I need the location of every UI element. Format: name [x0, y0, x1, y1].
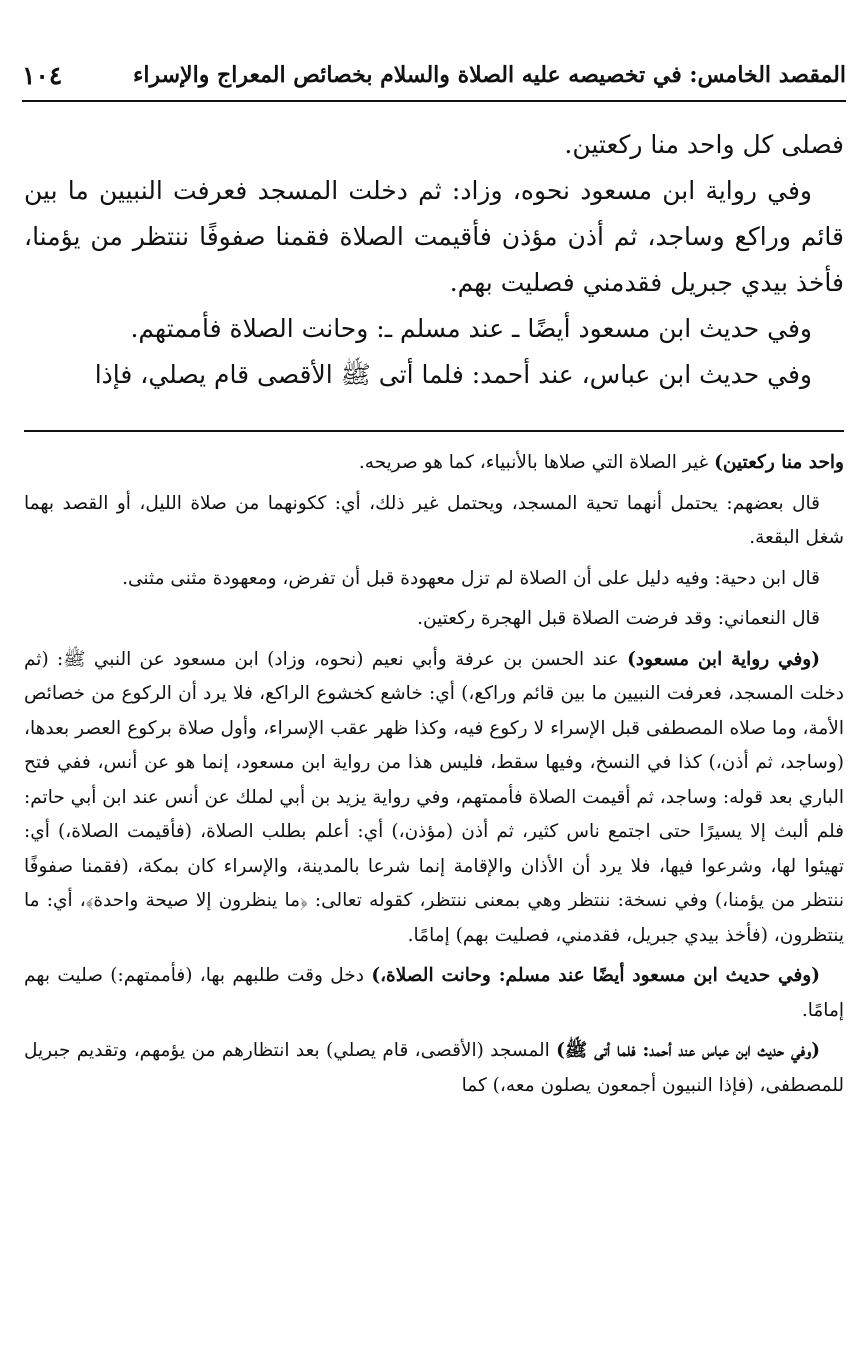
main-paragraph: فصلى كل واحد منا ركعتين.	[564, 130, 844, 159]
commentary-text: غير الصلاة التي صلاها بالأنبياء، كما هو صريحه.	[358, 452, 715, 473]
commentary-text: قال النعماني: وقد فرضت الصلاة قبل الهجرة ركعتين.	[417, 608, 820, 629]
commentary-text: دخل وقت طلبهم بها، (فأممتهم:) صليت بهم إمامًا.	[24, 965, 844, 1021]
commentary-text: عند الحسن بن عرفة وأبي نعيم (نحوه، وزاد) ابن مسعود عن النبي ﷺ: (ثم دخلت المسجد، فعرفت النبيين ما بين قائم وراكع،) أي: خاشع كخشوع الراكع، فلا يرد أن الركوع من خصائص الأمة، وما صلاه المصطفى قبل الإسراء لا ركوع فيه، وكذا ظهر عقب الإسراء، وأول صلاة بركوع العصر بعدها، (وساجد، ثم أذن،) كذا في النسخ، وفيها سقط، فليس هذا من رواية ابن مسعود، إنما هو عن أنس، ففي فتح الباري بعد قوله: وساجد، ثم أقيمت الصلاة فأممتهم، وفي رواية يزيد بن أبي لملك عن أنس عند ابن أبي حاتم: فلم ألبث إلا يسيرًا حتى اجتمع ناس كثير، ثم أذن (مؤذن،) أي: أعلم بطلب الصلاة، (فأقيمت الصلاة،) أي: تهيئوا لها، وشرعوا فيها، فلا يرد أن الأذان والإقامة إنما شرعا بالمدينة، والإسراء كان بمكة، (فقمنا صفوفًا ننتظر من يؤمنا،) وفي نسخة: ننتظر وهي بمعنى ننتظر، كقوله تعالى: ﴿ما ينظرون إلا صيحة واحدة﴾، أي: ما ينتظرون، (فأخذ بيدي جبريل، فقدمني، فصليت بهم) إمامًا.	[24, 648, 844, 946]
commentary-paragraph	[24, 1034, 844, 1103]
commentary-text: المسجد (الأقصى، قام يصلي) بعد انتظارهم من يؤمهم، وتقديم جبريل للمصطفى، (فإذا النبيون أجمعون يصلون معه،) كما	[24, 1040, 844, 1096]
commentary-paragraph	[24, 602, 844, 637]
commentary-paragraph	[24, 562, 844, 597]
commentary-lead: (وفي حديث ابن مسعود أيضًا عند مسلم: وحانت الصلاة،)	[371, 965, 820, 986]
commentary-paragraph	[24, 446, 844, 481]
main-paragraph: وفي حديث ابن عباس، عند أحمد: فلما أتى ﷺ الأقصى قام يصلي، فإذا	[94, 360, 812, 389]
main-paragraph: وفي رواية ابن مسعود نحوه، وزاد: ثم دخلت المسجد فعرفت النبيين ما بين قائم وراكع وساجد، ثم أذن مؤذن فأقيمت الصلاة فقمنا صفوفًا ننتظر من يؤمنا، فأخذ بيدي جبريل فقدمني فصليت بهم.	[24, 176, 844, 297]
main-text	[24, 122, 844, 398]
commentary-paragraph	[24, 959, 844, 1028]
commentary	[24, 446, 844, 1103]
commentary-lead: (وفي رواية ابن مسعود)	[627, 648, 820, 670]
commentary-text: قال ابن دحية: وفيه دليل على أن الصلاة لم تزل معهودة قبل أن تفرض، ومعهودة مثنى مثنى.	[122, 567, 820, 589]
commentary-lead: (وفي حديث ابن عباس عند أحمد: فلما أتى ﷺ)	[556, 1040, 820, 1061]
commentary-paragraph	[24, 643, 844, 954]
page-number: ١٠٤	[22, 60, 63, 90]
running-title: المقصد الخامس: في تخصيصه عليه الصلاة والسلام بخصائص المعراج والإسراء	[133, 62, 846, 88]
main-paragraph: وفي حديث ابن مسعود أيضًا ـ عند مسلم ـ: وحانت الصلاة فأممتهم.	[130, 314, 812, 343]
commentary-paragraph	[24, 487, 844, 556]
page-header	[22, 50, 846, 102]
commentary-text: قال بعضهم: يحتمل أنهما تحية المسجد، ويحتمل غير ذلك، أي: ككونهما من صلاة الليل، أو القصد بهما شغل البقعة.	[24, 492, 844, 548]
commentary-lead: واحد منا ركعتين)	[714, 452, 844, 473]
footnote-divider	[24, 430, 844, 432]
